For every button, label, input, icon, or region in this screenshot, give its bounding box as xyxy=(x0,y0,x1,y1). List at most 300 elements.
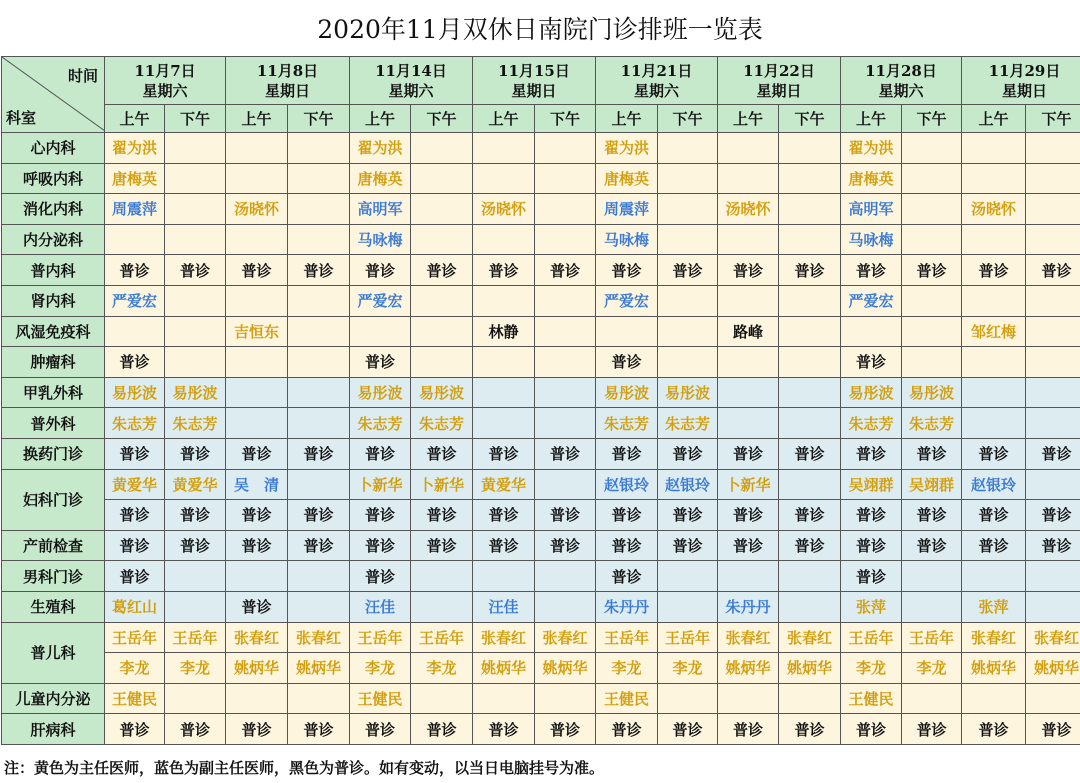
table-row xyxy=(2,469,1080,500)
schedule-cell xyxy=(1026,316,1080,347)
schedule-cell xyxy=(535,377,596,408)
weekday-label: 星期日 xyxy=(264,81,310,100)
doctor-cell: 汪佳 xyxy=(350,591,411,622)
doctor-cell: 汪佳 xyxy=(473,591,535,622)
table-row xyxy=(2,530,1080,561)
doctor-cell: 王健民 xyxy=(596,683,658,714)
schedule-cell xyxy=(718,347,779,378)
schedule-cell xyxy=(535,561,596,592)
doctor-cell: 姚炳华 xyxy=(718,653,779,684)
general-clinic-cell: 普诊 xyxy=(658,255,718,286)
pm-header: 下午 xyxy=(411,105,473,133)
general-clinic-cell: 普诊 xyxy=(1026,255,1080,286)
schedule-cell xyxy=(718,224,779,255)
general-clinic-cell: 普诊 xyxy=(596,347,658,378)
general-clinic-cell: 普诊 xyxy=(902,255,962,286)
general-clinic-cell: 普诊 xyxy=(288,255,350,286)
schedule-cell xyxy=(718,133,779,164)
doctor-cell: 翟为洪 xyxy=(105,133,165,164)
schedule-cell xyxy=(779,408,841,439)
dept-name: 儿童内分泌 xyxy=(2,683,105,714)
schedule-cell xyxy=(718,285,779,316)
schedule-cell xyxy=(1026,469,1080,500)
schedule-cell xyxy=(226,561,288,592)
schedule-cell xyxy=(779,561,841,592)
general-clinic-cell: 普诊 xyxy=(596,438,658,469)
schedule-cell xyxy=(658,347,718,378)
schedule-cell xyxy=(226,133,288,164)
general-clinic-cell: 普诊 xyxy=(350,561,411,592)
general-clinic-cell: 普诊 xyxy=(288,714,350,745)
dept-name: 换药门诊 xyxy=(2,438,105,469)
doctor-cell: 张春红 xyxy=(1026,622,1080,653)
am-header: 上午 xyxy=(962,105,1026,133)
am-header: 上午 xyxy=(226,105,288,133)
weekday-label: 星期六 xyxy=(878,81,924,100)
doctor-cell: 姚炳华 xyxy=(226,653,288,684)
am-header: 上午 xyxy=(596,105,658,133)
schedule-cell xyxy=(718,163,779,194)
general-clinic-cell: 普诊 xyxy=(473,255,535,286)
doctor-cell: 张春红 xyxy=(535,622,596,653)
doctor-cell: 王岳年 xyxy=(350,622,411,653)
schedule-cell xyxy=(962,133,1026,164)
doctor-cell: 张春红 xyxy=(288,622,350,653)
schedule-cell xyxy=(779,224,841,255)
general-clinic-cell: 普诊 xyxy=(105,347,165,378)
general-clinic-cell: 普诊 xyxy=(658,438,718,469)
schedule-cell xyxy=(658,194,718,225)
general-clinic-cell: 普诊 xyxy=(165,500,226,531)
general-clinic-cell: 普诊 xyxy=(962,530,1026,561)
doctor-cell: 朱丹丹 xyxy=(718,591,779,622)
general-clinic-cell: 普诊 xyxy=(841,530,902,561)
doctor-cell: 姚炳华 xyxy=(473,653,535,684)
general-clinic-cell: 普诊 xyxy=(1026,438,1080,469)
schedule-cell xyxy=(658,163,718,194)
general-clinic-cell: 普诊 xyxy=(105,561,165,592)
doctor-cell: 赵银玲 xyxy=(596,469,658,500)
table-row xyxy=(2,591,1080,622)
doctor-cell: 王健民 xyxy=(841,683,902,714)
table-row xyxy=(2,347,1080,378)
doctor-cell: 易彤波 xyxy=(350,377,411,408)
doctor-cell: 卜新华 xyxy=(718,469,779,500)
table-row xyxy=(2,714,1080,745)
am-header: 上午 xyxy=(841,105,902,133)
doctor-cell: 张萍 xyxy=(841,591,902,622)
table-row xyxy=(2,653,1080,684)
doctor-cell: 王岳年 xyxy=(902,622,962,653)
dept-name: 甲乳外科 xyxy=(2,377,105,408)
footer-note: 注：黄色为主任医师，蓝色为副主任医师，黑色为普诊。如有变动，以当日电脑挂号为准。 xyxy=(4,759,605,777)
schedule-cell xyxy=(226,224,288,255)
schedule-cell xyxy=(535,316,596,347)
doctor-cell: 姚炳华 xyxy=(288,653,350,684)
schedule-cell xyxy=(473,163,535,194)
general-clinic-cell: 普诊 xyxy=(350,530,411,561)
doctor-cell: 易彤波 xyxy=(165,377,226,408)
general-clinic-cell: 普诊 xyxy=(288,500,350,531)
doctor-cell: 王岳年 xyxy=(165,622,226,653)
schedule-cell xyxy=(165,591,226,622)
schedule-cell xyxy=(411,224,473,255)
doctor-cell: 卜新华 xyxy=(411,469,473,500)
general-clinic-cell: 普诊 xyxy=(535,714,596,745)
doctor-cell: 葛红山 xyxy=(105,591,165,622)
pm-header: 下午 xyxy=(779,105,841,133)
schedule-cell xyxy=(962,224,1026,255)
general-clinic-cell: 普诊 xyxy=(841,438,902,469)
general-clinic-cell: 普诊 xyxy=(226,591,288,622)
doctor-cell: 吴翊群 xyxy=(902,469,962,500)
general-clinic-cell: 普诊 xyxy=(841,561,902,592)
doctor-cell: 易彤波 xyxy=(596,377,658,408)
schedule-cell xyxy=(411,347,473,378)
dept-name: 男科门诊 xyxy=(2,561,105,592)
doctor-cell: 李龙 xyxy=(411,653,473,684)
doctor-cell: 朱志芳 xyxy=(902,408,962,439)
dept-name: 肾内科 xyxy=(2,285,105,316)
schedule-cell xyxy=(288,316,350,347)
general-clinic-cell: 普诊 xyxy=(350,500,411,531)
schedule-cell xyxy=(411,683,473,714)
schedule-cell xyxy=(288,561,350,592)
doctor-cell: 汤晓怀 xyxy=(473,194,535,225)
table-row xyxy=(2,622,1080,653)
schedule-cell xyxy=(1026,408,1080,439)
doctor-cell: 张萍 xyxy=(962,591,1026,622)
doctor-cell: 朱志芳 xyxy=(350,408,411,439)
schedule-cell xyxy=(411,163,473,194)
general-clinic-cell: 普诊 xyxy=(165,530,226,561)
doctor-cell: 高明军 xyxy=(350,194,411,225)
general-clinic-cell: 普诊 xyxy=(535,255,596,286)
doctor-cell: 唐梅英 xyxy=(350,163,411,194)
general-clinic-cell: 普诊 xyxy=(718,500,779,531)
schedule-cell xyxy=(841,316,902,347)
general-clinic-cell: 普诊 xyxy=(473,714,535,745)
doctor-cell: 易彤波 xyxy=(841,377,902,408)
schedule-cell xyxy=(1026,347,1080,378)
schedule-cell xyxy=(411,591,473,622)
schedule-cell xyxy=(288,194,350,225)
doctor-cell: 汤晓怀 xyxy=(718,194,779,225)
schedule-cell xyxy=(288,163,350,194)
general-clinic-cell: 普诊 xyxy=(718,530,779,561)
general-clinic-cell: 普诊 xyxy=(658,500,718,531)
doctor-cell: 李龙 xyxy=(596,653,658,684)
schedule-cell xyxy=(226,347,288,378)
general-clinic-cell: 普诊 xyxy=(411,438,473,469)
general-clinic-cell: 普诊 xyxy=(165,714,226,745)
general-clinic-cell: 普诊 xyxy=(226,255,288,286)
corner-dept-label: 科室 xyxy=(6,109,37,127)
schedule-cell xyxy=(779,377,841,408)
table-row xyxy=(2,194,1080,225)
weekday-label: 星期日 xyxy=(511,81,557,100)
schedule-cell xyxy=(288,347,350,378)
doctor-cell: 张春红 xyxy=(718,622,779,653)
am-header: 上午 xyxy=(350,105,411,133)
general-clinic-cell: 普诊 xyxy=(226,500,288,531)
schedule-cell xyxy=(902,224,962,255)
doctor-cell: 汤晓怀 xyxy=(226,194,288,225)
dept-name: 风湿免疫科 xyxy=(2,316,105,347)
general-clinic-cell: 普诊 xyxy=(779,438,841,469)
schedule-cell xyxy=(902,133,962,164)
doctor-cell: 李龙 xyxy=(350,653,411,684)
table-row xyxy=(2,561,1080,592)
schedule-cell xyxy=(902,561,962,592)
schedule-cell xyxy=(779,591,841,622)
schedule-cell xyxy=(165,163,226,194)
doctor-cell: 易彤波 xyxy=(902,377,962,408)
schedule-cell xyxy=(288,469,350,500)
doctor-cell: 汤晓怀 xyxy=(962,194,1026,225)
schedule-cell xyxy=(226,285,288,316)
dept-name: 消化内科 xyxy=(2,194,105,225)
schedule-cell xyxy=(902,285,962,316)
dept-name: 普内科 xyxy=(2,255,105,286)
general-clinic-cell: 普诊 xyxy=(473,530,535,561)
date-header xyxy=(350,57,473,105)
general-clinic-cell: 普诊 xyxy=(1026,530,1080,561)
schedule-cell xyxy=(226,377,288,408)
general-clinic-cell: 普诊 xyxy=(288,530,350,561)
date-header xyxy=(962,57,1080,105)
doctor-cell: 朱志芳 xyxy=(411,408,473,439)
date-header xyxy=(473,57,596,105)
date-header xyxy=(718,57,841,105)
schedule-cell xyxy=(535,224,596,255)
weekday-label: 星期日 xyxy=(756,81,802,100)
schedule-cell xyxy=(962,163,1026,194)
general-clinic-cell: 普诊 xyxy=(841,347,902,378)
schedule-cell xyxy=(165,285,226,316)
schedule-cell xyxy=(902,194,962,225)
schedule-cell xyxy=(718,408,779,439)
general-clinic-cell: 普诊 xyxy=(902,438,962,469)
schedule-cell xyxy=(165,194,226,225)
schedule-cell xyxy=(962,285,1026,316)
general-clinic-cell: 普诊 xyxy=(535,500,596,531)
general-clinic-cell: 普诊 xyxy=(779,500,841,531)
corner-time-label: 时间 xyxy=(67,67,98,85)
doctor-cell: 张春红 xyxy=(779,622,841,653)
schedule-cell xyxy=(596,316,658,347)
schedule-cell xyxy=(411,316,473,347)
date-header xyxy=(226,57,350,105)
schedule-cell xyxy=(962,561,1026,592)
schedule-cell xyxy=(473,347,535,378)
date-label: 11月22日 xyxy=(743,61,815,80)
doctor-cell: 卜新华 xyxy=(350,469,411,500)
general-clinic-cell: 普诊 xyxy=(226,438,288,469)
schedule-cell xyxy=(1026,224,1080,255)
doctor-cell: 张春红 xyxy=(226,622,288,653)
doctor-cell: 王岳年 xyxy=(658,622,718,653)
table-row xyxy=(2,438,1080,469)
doctor-cell: 黄爱华 xyxy=(165,469,226,500)
general-clinic-cell: 普诊 xyxy=(411,255,473,286)
schedule-cell xyxy=(779,285,841,316)
schedule-cell xyxy=(535,469,596,500)
doctor-cell: 朱志芳 xyxy=(596,408,658,439)
table-row xyxy=(2,500,1080,531)
dept-name: 肝病科 xyxy=(2,714,105,745)
schedule-cell xyxy=(1026,133,1080,164)
dept-name: 内分泌科 xyxy=(2,224,105,255)
schedule-cell xyxy=(1026,194,1080,225)
doctor-cell: 王岳年 xyxy=(596,622,658,653)
pm-header: 下午 xyxy=(1026,105,1080,133)
general-clinic-cell: 普诊 xyxy=(658,530,718,561)
general-clinic-cell: 普诊 xyxy=(718,714,779,745)
table-row xyxy=(2,377,1080,408)
doctor-cell: 王健民 xyxy=(350,683,411,714)
schedule-cell xyxy=(1026,561,1080,592)
doctor-cell: 易彤波 xyxy=(411,377,473,408)
doctor-cell: 马咏梅 xyxy=(350,224,411,255)
schedule-cell xyxy=(902,683,962,714)
page-title: 2020年11月双休日南院门诊排班一览表 xyxy=(317,15,763,44)
general-clinic-cell: 普诊 xyxy=(165,255,226,286)
dept-name: 呼吸内科 xyxy=(2,163,105,194)
schedule-cell xyxy=(658,316,718,347)
pm-header: 下午 xyxy=(165,105,226,133)
doctor-cell: 严爱宏 xyxy=(105,285,165,316)
date-label: 11月28日 xyxy=(865,61,937,80)
schedule-cell xyxy=(658,561,718,592)
general-clinic-cell: 普诊 xyxy=(841,714,902,745)
schedule-cell xyxy=(473,285,535,316)
general-clinic-cell: 普诊 xyxy=(1026,500,1080,531)
schedule-cell xyxy=(288,591,350,622)
dept-name: 生殖科 xyxy=(2,591,105,622)
schedule-cell xyxy=(902,591,962,622)
general-clinic-cell: 普诊 xyxy=(105,714,165,745)
schedule-cell xyxy=(473,224,535,255)
schedule-cell xyxy=(535,285,596,316)
general-clinic-cell: 普诊 xyxy=(105,500,165,531)
doctor-cell: 严爱宏 xyxy=(841,285,902,316)
schedule-cell xyxy=(779,347,841,378)
schedule-cell xyxy=(473,377,535,408)
general-clinic-cell: 普诊 xyxy=(779,714,841,745)
table-row xyxy=(2,224,1080,255)
doctor-cell: 邹红梅 xyxy=(962,316,1026,347)
general-clinic-cell: 普诊 xyxy=(473,438,535,469)
general-clinic-cell: 普诊 xyxy=(411,530,473,561)
general-clinic-cell: 普诊 xyxy=(962,255,1026,286)
schedule-cell xyxy=(535,683,596,714)
schedule-cell xyxy=(473,561,535,592)
doctor-cell: 张春红 xyxy=(473,622,535,653)
schedule-cell xyxy=(288,285,350,316)
doctor-cell: 高明军 xyxy=(841,194,902,225)
table-row xyxy=(2,163,1080,194)
date-label: 11月21日 xyxy=(620,61,693,80)
schedule-cell xyxy=(288,377,350,408)
dept-name: 产前检查 xyxy=(2,530,105,561)
am-header: 上午 xyxy=(718,105,779,133)
doctor-cell: 李龙 xyxy=(902,653,962,684)
doctor-cell: 李龙 xyxy=(165,653,226,684)
general-clinic-cell: 普诊 xyxy=(596,561,658,592)
schedule-cell xyxy=(779,194,841,225)
general-clinic-cell: 普诊 xyxy=(411,714,473,745)
schedule-cell xyxy=(411,285,473,316)
date-header xyxy=(105,57,226,105)
general-clinic-cell: 普诊 xyxy=(658,714,718,745)
table-row xyxy=(2,683,1080,714)
schedule-cell xyxy=(473,133,535,164)
doctor-cell: 马咏梅 xyxy=(841,224,902,255)
doctor-cell: 黄爱华 xyxy=(105,469,165,500)
dept-name: 肿瘤科 xyxy=(2,347,105,378)
schedule-cell xyxy=(288,683,350,714)
schedule-cell xyxy=(411,133,473,164)
table-row xyxy=(2,316,1080,347)
schedule-cell xyxy=(779,316,841,347)
schedule-cell xyxy=(962,683,1026,714)
general-clinic-cell: 普诊 xyxy=(596,530,658,561)
general-clinic-cell: 普诊 xyxy=(350,347,411,378)
schedule-cell xyxy=(165,133,226,164)
pm-header: 下午 xyxy=(902,105,962,133)
schedule-cell xyxy=(1026,377,1080,408)
am-header: 上午 xyxy=(473,105,535,133)
weekday-label: 星期六 xyxy=(142,81,188,100)
schedule-cell xyxy=(535,194,596,225)
dept-name: 妇科门诊 xyxy=(2,469,105,530)
doctor-cell: 李龙 xyxy=(105,653,165,684)
general-clinic-cell: 普诊 xyxy=(1026,714,1080,745)
schedule-cell xyxy=(226,163,288,194)
dept-name: 普儿科 xyxy=(2,622,105,683)
schedule-cell xyxy=(165,316,226,347)
weekday-label: 星期日 xyxy=(1001,81,1047,100)
general-clinic-cell: 普诊 xyxy=(535,530,596,561)
schedule-cell xyxy=(779,469,841,500)
general-clinic-cell: 普诊 xyxy=(779,530,841,561)
schedule-cell xyxy=(105,224,165,255)
doctor-cell: 易彤波 xyxy=(658,377,718,408)
schedule-cell xyxy=(1026,285,1080,316)
schedule-cell xyxy=(658,285,718,316)
date-label: 11月29日 xyxy=(988,61,1061,80)
doctor-cell: 王岳年 xyxy=(105,622,165,653)
schedule-cell xyxy=(288,408,350,439)
doctor-cell: 姚炳华 xyxy=(779,653,841,684)
schedule-cell xyxy=(658,133,718,164)
doctor-cell: 黄爱华 xyxy=(473,469,535,500)
doctor-cell: 翟为洪 xyxy=(841,133,902,164)
date-label: 11月14日 xyxy=(375,61,447,80)
doctor-cell: 王健民 xyxy=(105,683,165,714)
schedule-cell xyxy=(718,561,779,592)
schedule-cell xyxy=(165,347,226,378)
schedule-cell xyxy=(165,561,226,592)
schedule-cell xyxy=(658,683,718,714)
doctor-cell: 朱志芳 xyxy=(841,408,902,439)
dept-name: 心内科 xyxy=(2,133,105,164)
schedule-cell xyxy=(658,224,718,255)
schedule-cell xyxy=(288,133,350,164)
doctor-cell: 吉恒东 xyxy=(226,316,288,347)
date-label: 11月7日 xyxy=(134,61,196,80)
